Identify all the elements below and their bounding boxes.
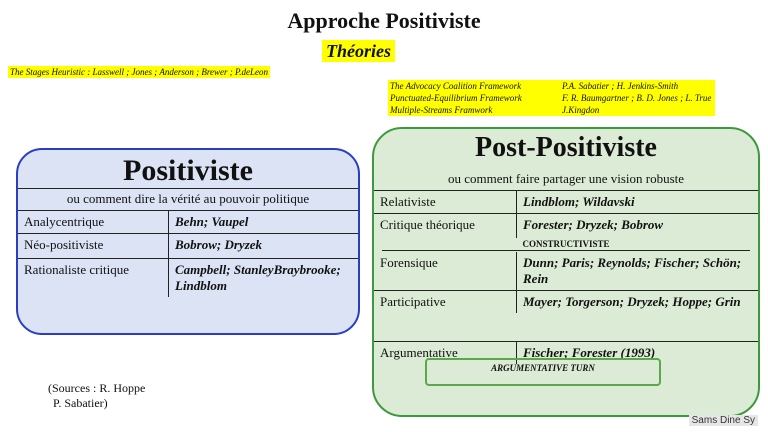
framework-row <box>388 80 715 92</box>
framework-name: Punctuated-Equilibrium Framework <box>390 93 522 103</box>
page-subtitle: Théories <box>322 40 395 62</box>
frameworks-list <box>388 80 715 116</box>
constructiviste-divider <box>374 238 758 252</box>
approach-label: Analycentrique <box>18 211 169 233</box>
approach-authors: Dunn; Paris; Reynolds; Fischer; Schön; Rein <box>523 255 742 286</box>
stages-heuristic-note: The Stages Heuristic : Lasswell ; Jones ; Anderson ; Brewer ; P.deLeon <box>10 67 269 77</box>
sources-line: P. Sabatier) <box>53 396 108 410</box>
approach-authors: Lindblom; Wildavski <box>523 194 635 209</box>
positiviste-description: ou comment dire la vérité au pouvoir politique <box>18 188 358 211</box>
approach-authors: Fischer; Forester (1993) <box>523 345 656 360</box>
table-row <box>374 214 758 238</box>
framework-authors: P.A. Sabatier ; H. Jenkins-Smith <box>562 81 679 91</box>
approach-label: Rationaliste critique <box>18 259 169 297</box>
page-title: Approche Positiviste <box>287 8 481 33</box>
approach-label: Argumentative <box>374 342 517 364</box>
table-row <box>18 234 358 259</box>
constructiviste-label: CONSTRUCTIVISTE <box>522 239 610 249</box>
positiviste-panel <box>16 148 360 335</box>
approach-authors: Bobrow; Dryzek <box>175 237 263 252</box>
argumentative-turn-label: ARGUMENTATIVE TURN <box>491 363 595 373</box>
approach-authors: Mayer; Torgerson; Dryzek; Hoppe; Grin <box>523 294 741 309</box>
table-row <box>374 252 758 291</box>
post-positiviste-title: Post-Positiviste <box>475 132 657 163</box>
positiviste-title: Positiviste <box>123 154 253 187</box>
table-row <box>374 291 758 313</box>
approach-label: Participative <box>374 291 517 313</box>
framework-row <box>388 92 715 104</box>
framework-authors: J.Kingdon <box>562 105 600 115</box>
approach-label: Forensique <box>374 252 517 290</box>
framework-name: The Advocacy Coalition Framework <box>390 81 522 91</box>
table-row <box>374 191 758 214</box>
sources-line: (Sources : R. Hoppe <box>48 381 146 395</box>
table-row <box>18 259 358 297</box>
approach-label: Critique théorique <box>374 214 517 238</box>
watermark: Sams Dine Sy <box>689 415 758 426</box>
sources-note <box>48 381 145 411</box>
table-row <box>18 211 358 234</box>
divider-line <box>382 250 750 251</box>
framework-row <box>388 104 715 116</box>
approach-authors: Campbell; StanleyBraybrooke; Lindblom <box>175 262 341 293</box>
approach-authors: Forester; Dryzek; Bobrow <box>523 217 664 232</box>
approach-authors: Behn; Vaupel <box>175 214 249 229</box>
framework-authors: F. R. Baumgartner ; B. D. Jones ; L. True <box>562 93 712 103</box>
post-positiviste-description: ou comment faire partager une vision robuste <box>374 169 758 191</box>
approach-label: Relativiste <box>374 191 517 213</box>
framework-name: Multiple-Streams Framwork <box>390 105 493 115</box>
argumentative-spacer <box>374 313 758 342</box>
approach-label: Néo-positiviste <box>18 234 169 258</box>
